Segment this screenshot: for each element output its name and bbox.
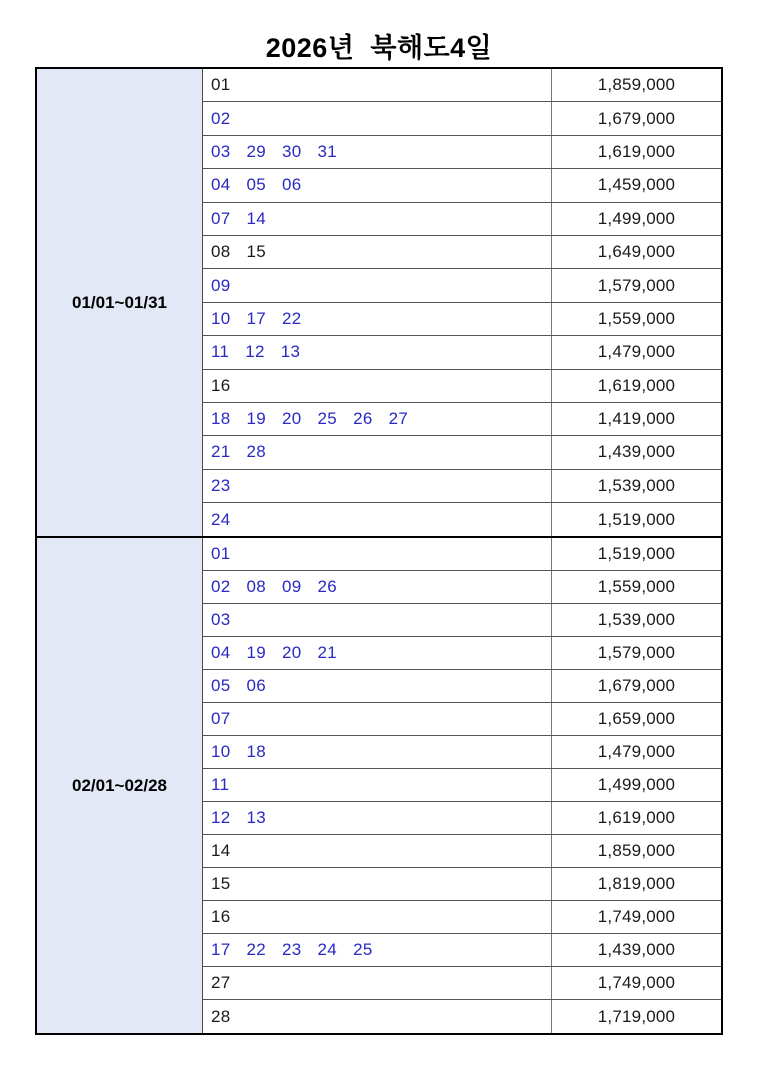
days-cell — [203, 868, 552, 900]
day-number: 02 — [211, 108, 231, 128]
day-number: 12 — [211, 808, 231, 828]
days-cell — [203, 703, 552, 735]
days-cell — [203, 136, 552, 168]
price-cell: 1,819,000 — [552, 868, 721, 900]
price-cell: 1,439,000 — [552, 934, 721, 966]
days-cell — [203, 571, 552, 603]
date-row — [203, 69, 721, 102]
day-number: 06 — [246, 676, 267, 696]
day-number: 27 — [388, 409, 409, 429]
price-cell: 1,419,000 — [552, 403, 721, 435]
days-cell — [203, 1000, 552, 1033]
day-number: 17 — [246, 308, 267, 328]
price-cell: 1,539,000 — [552, 604, 721, 636]
date-row — [203, 868, 721, 901]
day-number: 07 — [211, 208, 231, 228]
price-cell: 1,679,000 — [552, 670, 721, 702]
day-number: 19 — [246, 409, 267, 429]
price-cell: 1,519,000 — [552, 503, 721, 536]
day-number: 10 — [211, 742, 231, 762]
date-row — [203, 835, 721, 868]
price-cell: 1,749,000 — [552, 901, 721, 933]
date-row — [203, 102, 721, 135]
date-row — [203, 503, 721, 536]
date-row — [203, 436, 721, 469]
day-number: 06 — [282, 175, 302, 195]
days-cell — [203, 538, 552, 570]
day-number: 27 — [211, 973, 231, 993]
day-number: 18 — [211, 409, 231, 429]
date-row — [203, 934, 721, 967]
price-cell: 1,499,000 — [552, 769, 721, 801]
days-cell — [203, 967, 552, 999]
price-cell: 1,519,000 — [552, 538, 721, 570]
day-number: 16 — [211, 907, 231, 927]
day-number: 11 — [211, 342, 230, 362]
day-number: 13 — [246, 808, 267, 828]
days-cell — [203, 769, 552, 801]
day-number: 31 — [317, 141, 338, 161]
days-cell — [203, 802, 552, 834]
date-row — [203, 269, 721, 302]
day-number: 24 — [317, 940, 338, 960]
days-cell — [203, 203, 552, 235]
days-cell — [203, 236, 552, 268]
days-cell — [203, 336, 552, 368]
price-cell: 1,859,000 — [552, 835, 721, 867]
date-row — [203, 769, 721, 802]
day-number: 17 — [211, 940, 231, 960]
price-cell: 1,619,000 — [552, 802, 721, 834]
day-number: 21 — [317, 643, 338, 663]
date-row — [203, 370, 721, 403]
day-number: 04 — [211, 175, 231, 195]
day-number: 19 — [246, 643, 267, 663]
price-cell: 1,479,000 — [552, 336, 721, 368]
price-cell: 1,539,000 — [552, 470, 721, 502]
rows-container — [203, 69, 721, 536]
price-cell: 1,619,000 — [552, 136, 721, 168]
days-cell — [203, 303, 552, 335]
days-cell — [203, 436, 552, 468]
price-cell: 1,659,000 — [552, 703, 721, 735]
day-number: 15 — [246, 242, 267, 262]
day-number: 29 — [246, 141, 267, 161]
day-number: 05 — [246, 175, 267, 195]
day-number: 14 — [246, 208, 267, 228]
day-number: 14 — [211, 841, 231, 861]
day-number: 22 — [282, 308, 302, 328]
price-table — [35, 67, 723, 1035]
days-cell — [203, 934, 552, 966]
day-number: 01 — [211, 544, 231, 564]
date-row — [203, 470, 721, 503]
days-cell — [203, 736, 552, 768]
day-number: 01 — [211, 75, 231, 95]
price-cell: 1,479,000 — [552, 736, 721, 768]
period-label: 02/01~02/28 — [37, 538, 203, 1033]
day-number: 20 — [282, 643, 302, 663]
rows-container — [203, 538, 721, 1033]
day-number: 18 — [246, 742, 267, 762]
page-title: 2026년 북해도4일 — [265, 33, 493, 63]
days-cell — [203, 403, 552, 435]
day-number: 03 — [211, 141, 231, 161]
day-number: 11 — [211, 775, 230, 795]
price-cell: 1,859,000 — [552, 69, 721, 101]
day-number: 22 — [246, 940, 267, 960]
price-cell: 1,579,000 — [552, 269, 721, 301]
day-number: 20 — [282, 409, 302, 429]
day-number: 02 — [211, 577, 231, 597]
price-cell: 1,619,000 — [552, 370, 721, 402]
day-number: 16 — [211, 375, 231, 395]
price-cell: 1,679,000 — [552, 102, 721, 134]
day-number: 13 — [280, 342, 301, 362]
date-row — [203, 901, 721, 934]
date-row — [203, 736, 721, 769]
day-number: 25 — [317, 409, 338, 429]
day-number: 03 — [211, 610, 231, 630]
price-cell: 1,579,000 — [552, 637, 721, 669]
days-cell — [203, 670, 552, 702]
days-cell — [203, 269, 552, 301]
date-row — [203, 136, 721, 169]
days-cell — [203, 370, 552, 402]
date-row — [203, 1000, 721, 1033]
day-number: 26 — [317, 577, 338, 597]
day-number: 23 — [211, 475, 231, 495]
day-number: 26 — [353, 409, 373, 429]
date-row — [203, 637, 721, 670]
date-row — [203, 403, 721, 436]
section-row-group — [37, 538, 721, 1033]
date-row — [203, 604, 721, 637]
days-cell — [203, 835, 552, 867]
price-cell: 1,559,000 — [552, 571, 721, 603]
day-number: 05 — [211, 676, 231, 696]
price-cell: 1,459,000 — [552, 169, 721, 201]
date-row — [203, 303, 721, 336]
date-row — [203, 802, 721, 835]
days-cell — [203, 503, 552, 536]
day-number: 28 — [211, 1006, 231, 1026]
price-cell: 1,499,000 — [552, 203, 721, 235]
day-number: 24 — [211, 509, 231, 529]
day-number: 08 — [211, 242, 231, 262]
days-cell — [203, 169, 552, 201]
date-row — [203, 967, 721, 1000]
days-cell — [203, 637, 552, 669]
days-cell — [203, 901, 552, 933]
days-cell — [203, 102, 552, 134]
date-row — [203, 538, 721, 571]
period-label: 01/01~01/31 — [37, 69, 203, 536]
day-number: 23 — [282, 940, 302, 960]
day-number: 30 — [282, 141, 302, 161]
date-row — [203, 169, 721, 202]
price-cell: 1,749,000 — [552, 967, 721, 999]
date-row — [203, 571, 721, 604]
date-row — [203, 336, 721, 369]
day-number: 10 — [211, 308, 231, 328]
day-number: 08 — [246, 577, 267, 597]
date-row — [203, 236, 721, 269]
date-row — [203, 203, 721, 236]
price-cell: 1,439,000 — [552, 436, 721, 468]
date-row — [203, 670, 721, 703]
date-row — [203, 703, 721, 736]
price-cell: 1,719,000 — [552, 1000, 721, 1033]
day-number: 12 — [245, 342, 265, 362]
section-row-group — [37, 69, 721, 538]
day-number: 07 — [211, 709, 231, 729]
days-cell — [203, 470, 552, 502]
day-number: 25 — [353, 940, 373, 960]
day-number: 21 — [211, 442, 231, 462]
day-number: 09 — [282, 577, 302, 597]
day-number: 28 — [246, 442, 267, 462]
price-cell: 1,559,000 — [552, 303, 721, 335]
day-number: 09 — [211, 275, 231, 295]
day-number: 15 — [211, 874, 231, 894]
price-cell: 1,649,000 — [552, 236, 721, 268]
days-cell — [203, 604, 552, 636]
days-cell — [203, 69, 552, 101]
day-number: 04 — [211, 643, 231, 663]
